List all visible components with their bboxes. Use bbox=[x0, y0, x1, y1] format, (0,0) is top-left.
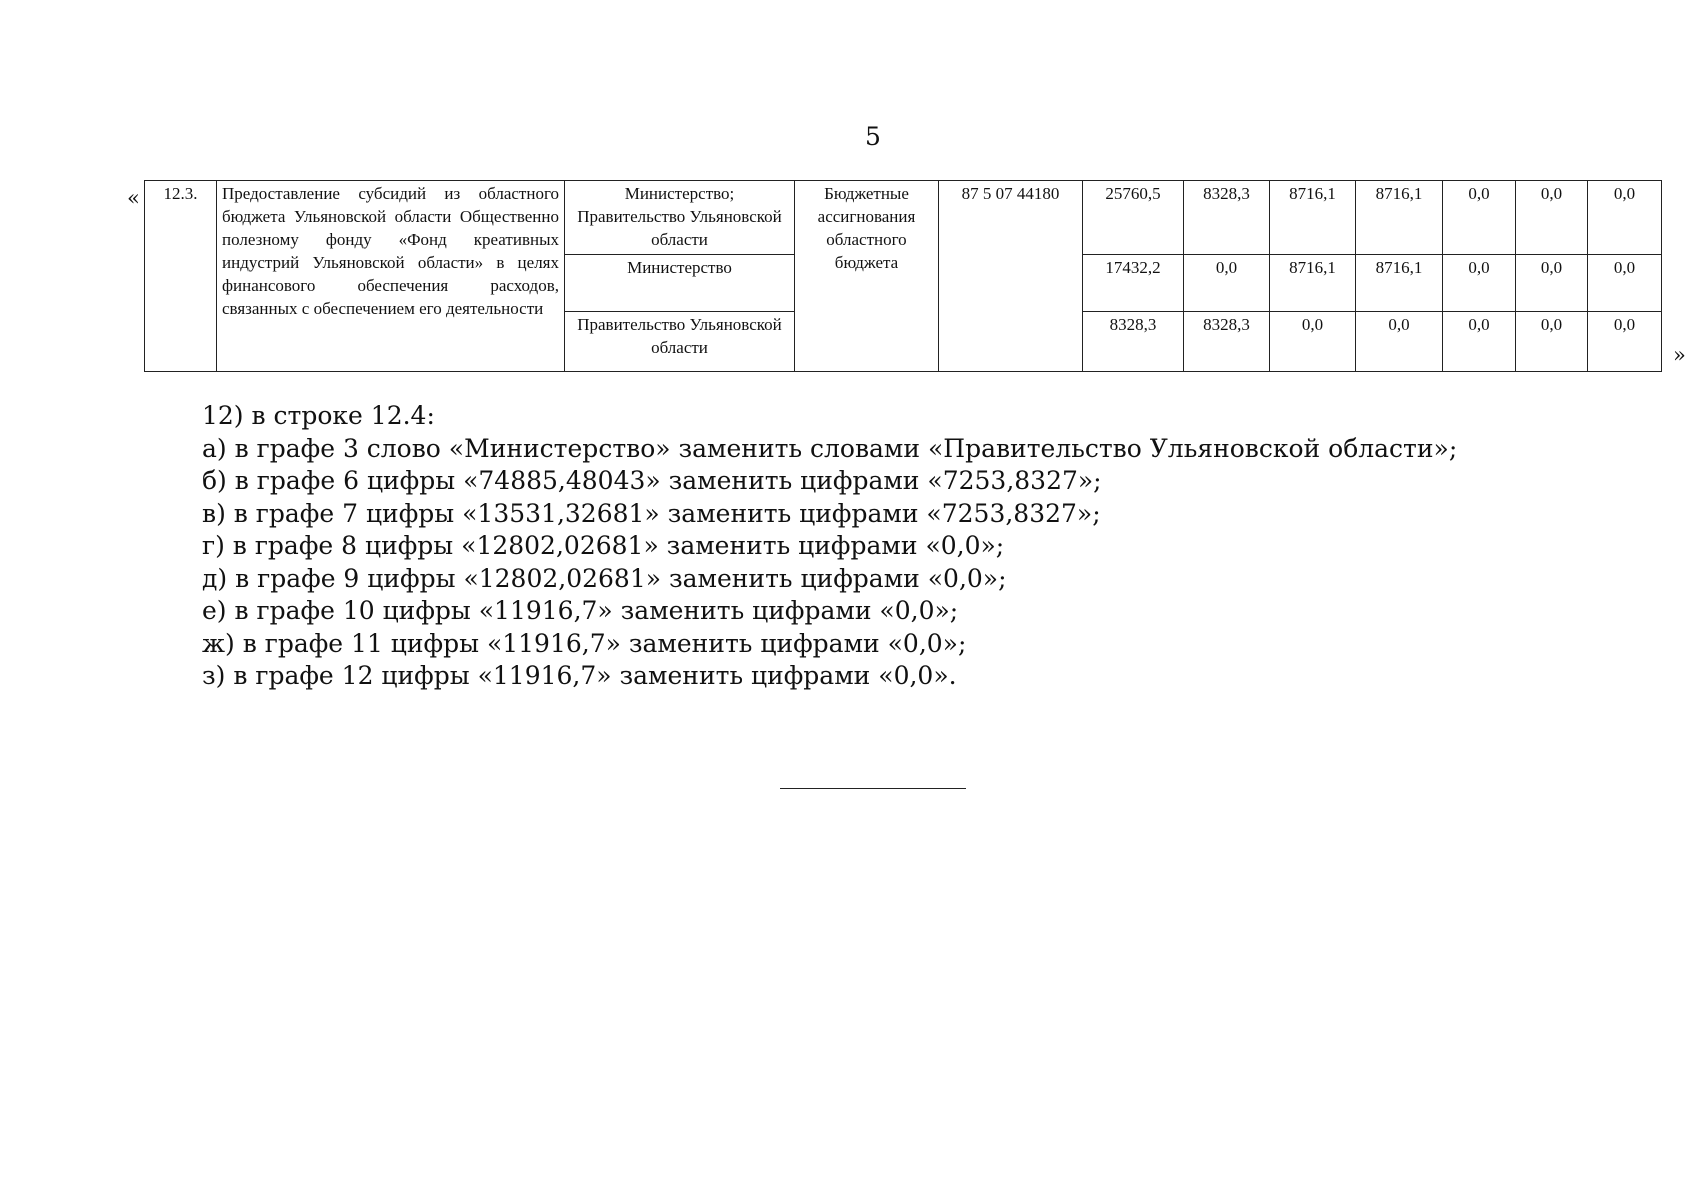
instruction-heading: 12) в строке 12.4: bbox=[202, 401, 435, 430]
value-cell: 8716,1 bbox=[1356, 181, 1443, 255]
value-cell: 8328,3 bbox=[1083, 312, 1184, 372]
description-cell: Предоставление субсидий из областного бюджета Ульяновской области Общественно полезному фонду «Фонд креативных индустрий Ульяновской области» в целях финансового обеспечения расходов, связанных с обеспечением его деятельности bbox=[217, 181, 565, 372]
value-cell: 0,0 bbox=[1270, 312, 1356, 372]
executor-cell: Министерство bbox=[565, 255, 795, 312]
value-cell: 8716,1 bbox=[1270, 255, 1356, 312]
value-cell: 0,0 bbox=[1356, 312, 1443, 372]
value-cell: 0,0 bbox=[1443, 255, 1516, 312]
instruction-item: б) в графе 6 цифры «74885,48043» заменить цифрами «7253,8327»; bbox=[202, 466, 1102, 495]
value-cell: 0,0 bbox=[1516, 312, 1588, 372]
instruction-item: в) в графе 7 цифры «13531,32681» заменить цифрами «7253,8327»; bbox=[202, 498, 1101, 528]
opening-quote-mark: « bbox=[127, 186, 140, 210]
instruction-item: е) в графе 10 цифры «11916,7» заменить цифрами «0,0»; bbox=[202, 596, 959, 625]
page-number: 5 bbox=[865, 122, 881, 151]
value-cell: 0,0 bbox=[1443, 312, 1516, 372]
value-cell: 0,0 bbox=[1588, 312, 1662, 372]
value-cell: 0,0 bbox=[1184, 255, 1270, 312]
value-cell: 0,0 bbox=[1443, 181, 1516, 255]
executor-cell: Министерство; Правительство Ульяновской области bbox=[565, 181, 795, 255]
budget-code-cell: 87 5 07 44180 bbox=[939, 181, 1083, 372]
value-cell: 17432,2 bbox=[1083, 255, 1184, 312]
value-cell: 25760,5 bbox=[1083, 181, 1184, 255]
value-cell: 8716,1 bbox=[1270, 181, 1356, 255]
value-cell: 0,0 bbox=[1588, 181, 1662, 255]
value-cell: 8328,3 bbox=[1184, 181, 1270, 255]
executor-cell: Правительство Ульяновской области bbox=[565, 312, 795, 372]
value-cell: 0,0 bbox=[1516, 255, 1588, 312]
amendment-table bbox=[144, 180, 1662, 372]
instruction-item: д) в графе 9 цифры «12802,02681» заменить цифрами «0,0»; bbox=[202, 563, 1007, 593]
amendment-instructions bbox=[202, 400, 1457, 693]
row-number-cell: 12.3. bbox=[145, 181, 217, 372]
funding-source-cell: Бюджетные ассигнования областного бюджета bbox=[795, 181, 939, 372]
value-cell: 0,0 bbox=[1588, 255, 1662, 312]
instruction-item: ж) в графе 11 цифры «11916,7» заменить цифрами «0,0»; bbox=[202, 628, 967, 658]
instruction-item: з) в графе 12 цифры «11916,7» заменить цифрами «0,0». bbox=[202, 661, 957, 690]
value-cell: 0,0 bbox=[1516, 181, 1588, 255]
end-of-document-rule bbox=[780, 788, 966, 789]
table-row bbox=[145, 181, 1662, 255]
value-cell: 8328,3 bbox=[1184, 312, 1270, 372]
value-cell: 8716,1 bbox=[1356, 255, 1443, 312]
instruction-item: а) в графе 3 слово «Министерство» заменить словами «Правительство Ульяновской области»; bbox=[202, 433, 1458, 463]
instruction-item: г) в графе 8 цифры «12802,02681» заменить цифрами «0,0»; bbox=[202, 531, 1005, 560]
closing-quote-mark: » bbox=[1673, 343, 1686, 367]
